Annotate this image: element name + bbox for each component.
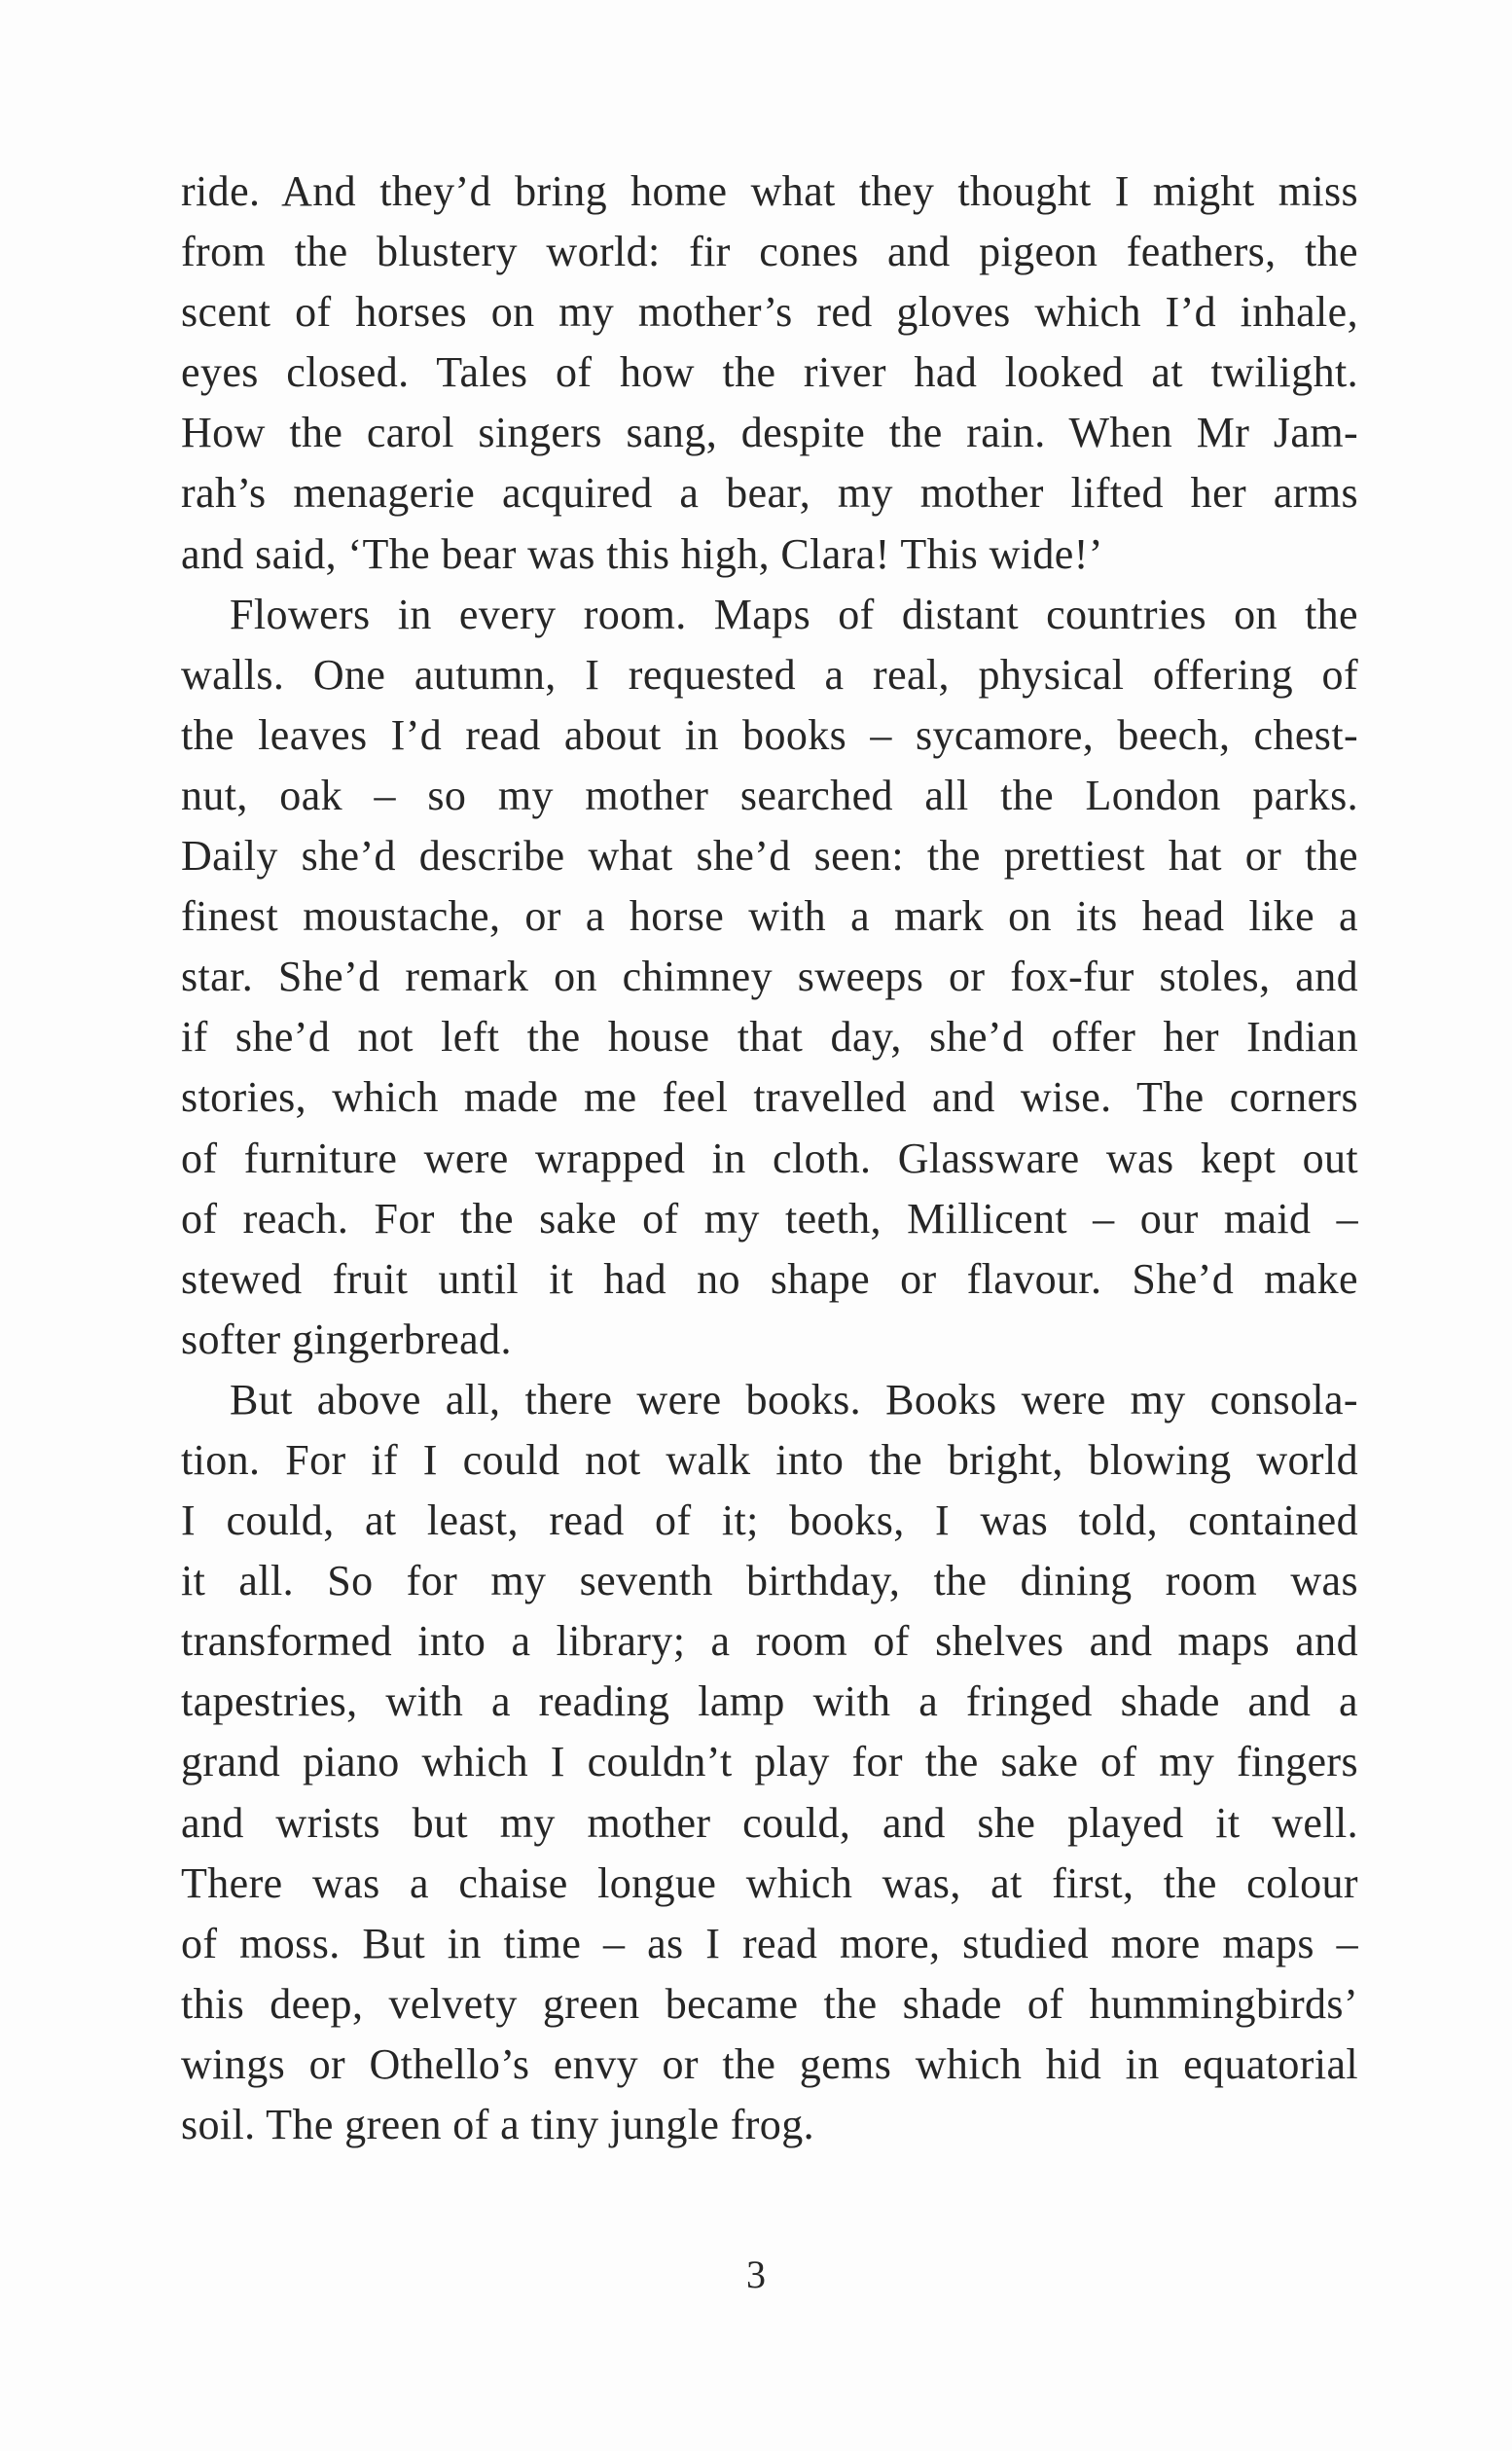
text-line: and said, ‘The bear was this high, Clara! This wide!’	[181, 529, 1103, 578]
page-number: 3	[746, 2253, 766, 2296]
text-line: of furniture were wrapped in cloth. Glassware was kept out	[181, 1134, 1358, 1182]
text-line: it all. So for my seventh birthday, the dining room was	[181, 1557, 1358, 1605]
text-line: stewed fruit until it had no shape or flavour. She’d make	[181, 1254, 1358, 1303]
paragraph	[181, 162, 1358, 585]
text-line: But above all, there were books. Books were my consola-	[230, 1375, 1358, 1424]
text-line: I could, at least, read of it; books, I was told, contained	[181, 1496, 1358, 1545]
paragraph	[181, 1370, 1358, 2155]
text-line: rah’s menagerie acquired a bear, my mother lifted her arms	[181, 469, 1358, 518]
text-line: stories, which made me feel travelled and wise. The corners	[181, 1073, 1358, 1122]
text-line: How the carol singers sang, despite the rain. When Mr Jam-	[181, 409, 1358, 457]
text-line: the leaves I’d read about in books – sycamore, beech, chest-	[181, 710, 1358, 759]
text-line: of reach. For the sake of my teeth, Millicent – our maid –	[181, 1194, 1358, 1243]
text-line: soil. The green of a tiny jungle frog.	[181, 2101, 815, 2148]
text-line: tion. For if I could not walk into the bright, blowing world	[181, 1435, 1358, 1484]
text-line: of moss. But in time – as I read more, studied more maps –	[181, 1919, 1358, 1967]
body-text	[181, 162, 1358, 2155]
text-line: ride. And they’d bring home what they thought I might miss	[181, 167, 1358, 215]
text-line: tapestries, with a reading lamp with a fringed shade and a	[181, 1677, 1358, 1726]
text-line: transformed into a library; a room of shelves and maps and	[181, 1617, 1358, 1666]
text-line: from the blustery world: fir cones and pigeon feathers, the	[181, 228, 1358, 276]
text-line: and wrists but my mother could, and she played it well.	[181, 1798, 1358, 1847]
text-line: scent of horses on my mother’s red gloves which I’d inhale,	[181, 288, 1358, 337]
text-line: eyes closed. Tales of how the river had looked at twilight.	[181, 348, 1358, 397]
paragraph	[181, 585, 1358, 1370]
text-line: Flowers in every room. Maps of distant countries on the	[230, 590, 1358, 638]
text-line: softer gingerbread.	[181, 1315, 512, 1363]
text-line: nut, oak – so my mother searched all the London parks.	[181, 771, 1358, 819]
text-line: walls. One autumn, I requested a real, physical offering of	[181, 650, 1358, 699]
text-line: grand piano which I couldn’t play for the sake of my fingers	[181, 1738, 1358, 1786]
text-line: There was a chaise longue which was, at first, the colour	[181, 1858, 1358, 1907]
text-line: wings or Othello’s envy or the gems which hid in equatorial	[181, 2039, 1358, 2088]
text-line: Daily she’d describe what she’d seen: the prettiest hat or the	[181, 832, 1358, 881]
text-line: finest moustache, or a horse with a mark on its head like a	[181, 892, 1358, 941]
text-line: star. She’d remark on chimney sweeps or fox-fur stoles, and	[181, 953, 1358, 1001]
text-line: this deep, velvety green became the shade of hummingbirds’	[181, 1979, 1358, 2028]
text-line: if she’d not left the house that day, she’d offer her Indian	[181, 1013, 1358, 1062]
